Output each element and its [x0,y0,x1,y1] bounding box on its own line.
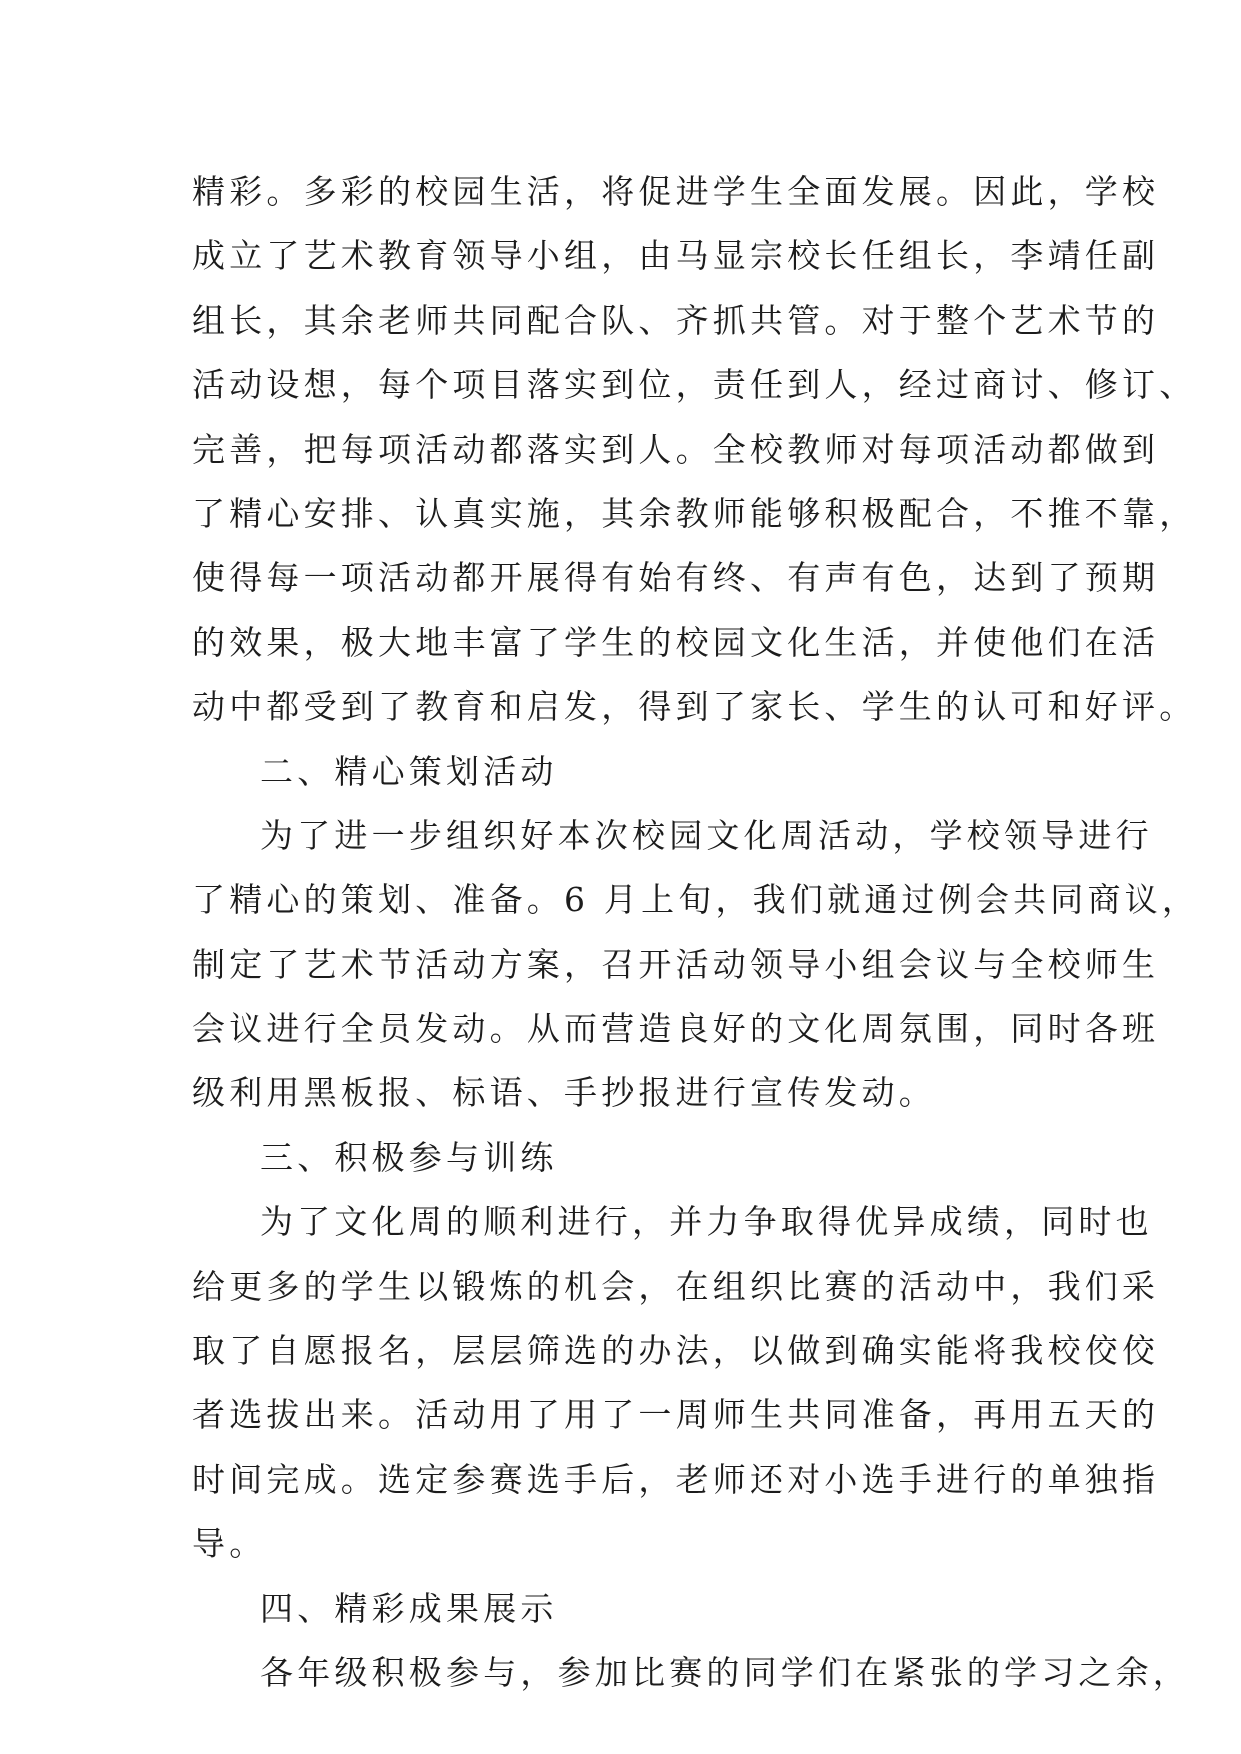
text-line: 动中都受到了教育和启发，得到了家长、学生的认可和好评。 [192,687,1197,727]
text-line: 精彩。多彩的校园生活，将促进学生全面发展。因此，学校 [192,172,1160,211]
text-line: 了精心安排、认真实施，其余教师能够积极配合，不推不靠， [192,493,1197,533]
text-line: 级利用黑板报、标语、手抄报进行宣传发动。 [192,1073,936,1113]
text-line: 的效果，极大地丰富了学生的校园文化生活，并使他们在活 [192,622,1160,662]
section-heading: 四、精彩成果展示 [260,1588,558,1628]
text-line: 为了进一步组织好本次校园文化周活动，学校领导进行 [260,815,1153,855]
text-line: 制定了艺术节活动方案，召开活动领导小组会议与全校师生 [192,944,1160,984]
text-line: 者选拔出来。活动用了用了一周师生共同准备，再用五天的 [192,1395,1160,1435]
text-line: 组长，其余老师共同配合队、齐抓共管。对于整个艺术节的 [192,300,1160,340]
text-line: 完善，把每项活动都落实到人。全校教师对每项活动都做到 [192,429,1160,469]
text-line: 活动设想，每个项目落实到位，责任到人，经过商讨、修订、 [192,365,1197,405]
text-line: 了精心的策划、准备。6 月上旬，我们就通过例会共同商议， [192,880,1200,920]
text-line: 使得每一项活动都开展得有始有终、有声有色，达到了预期 [192,558,1160,598]
text-line: 各年级积极参与，参加比赛的同学们在紧张的学习之余， [260,1652,1190,1692]
text-line: 取了自愿报名，层层筛选的办法，以做到确实能将我校佼佼 [192,1331,1160,1371]
body-text [192,160,1200,1705]
section-heading: 三、积极参与训练 [260,1137,558,1177]
text-line: 给更多的学生以锻炼的机会，在组织比赛的活动中，我们采 [192,1266,1160,1306]
text-line: 导。 [192,1524,267,1564]
text-line: 会议进行全员发动。从而营造良好的文化周氛围，同时各班 [192,1009,1160,1049]
text-line: 成立了艺术教育领导小组，由马显宗校长任组长，李靖任副 [192,236,1160,276]
section-heading: 二、精心策划活动 [260,751,558,791]
text-line: 时间完成。选定参赛选手后，老师还对小选手进行的单独指 [192,1459,1160,1499]
text-line: 为了文化周的顺利进行，并力争取得优异成绩，同时也 [260,1202,1153,1242]
